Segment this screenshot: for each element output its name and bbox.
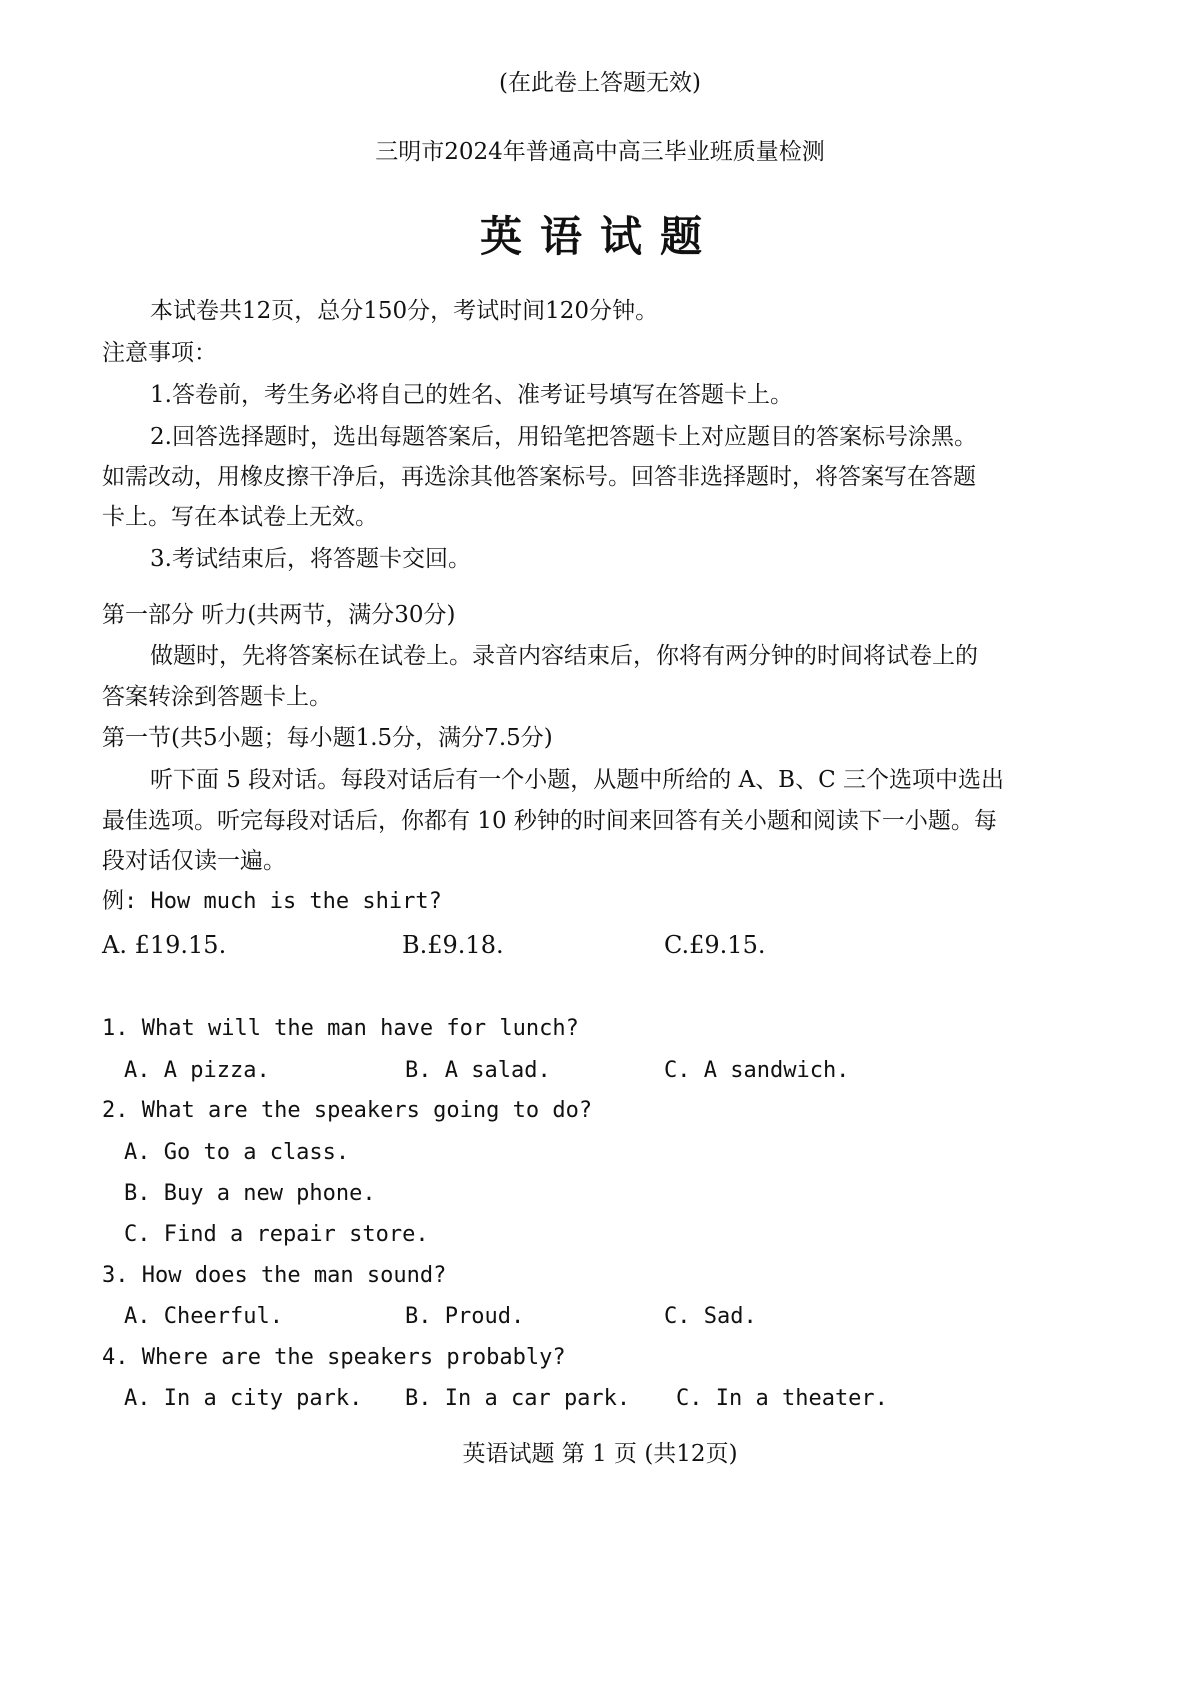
question-1-option-c: C. A sandwich. (664, 1058, 850, 1083)
question-4-option-a: A. In a city park. (124, 1386, 363, 1411)
section1-instructions-line-3: 段对话仅读一遍。 (102, 848, 286, 874)
page-footer: 英语试题 第 1 页 (共12页) (462, 1441, 738, 1467)
note-2-line-3: 卡上。写在本试卷上无效。 (102, 504, 378, 530)
section1-instructions-line-1: 听下面 5 段对话。每段对话后有一个小题，从题中所给的 A、B、C 三个选项中选出 (150, 767, 1004, 793)
question-2: 2. What are the speakers going to do? (102, 1098, 593, 1123)
section1-heading: 第一节(共5小题；每小题1.5分，满分7.5分) (102, 725, 553, 751)
question-4-option-b: B. In a car park. (405, 1386, 631, 1411)
part1-instructions-line-2: 答案转涂到答题卡上。 (102, 684, 332, 710)
question-3-option-c: C. Sad. (664, 1304, 757, 1329)
question-2-option-a: A. Go to a class. (124, 1140, 350, 1165)
question-4-option-c: C. In a theater. (676, 1386, 888, 1411)
note-3: 3.考试结束后，将答题卡交回。 (150, 546, 471, 572)
exam-summary: 本试卷共12页，总分150分，考试时间120分钟。 (150, 298, 659, 324)
question-3-option-a: A. Cheerful. (124, 1304, 283, 1329)
question-3: 3. How does the man sound? (102, 1263, 447, 1288)
part1-heading: 第一部分 听力(共两节，满分30分) (102, 602, 456, 628)
note-2-line-2: 如需改动，用橡皮擦干净后，再选涂其他答案标号。回答非选择题时，将答案写在答题 (102, 464, 976, 490)
example-option-c: C.£9.15. (664, 931, 766, 959)
question-3-option-b: B. Proud. (405, 1304, 525, 1329)
invalid-answer-notice: (在此卷上答题无效) (499, 70, 701, 96)
section1-instructions-line-2: 最佳选项。听完每段对话后，你都有 10 秒钟的时间来回答有关小题和阅读下一小题。每 (102, 808, 997, 834)
note-2-line-1: 2.回答选择题时，选出每题答案后，用铅笔把答题卡上对应题目的答案标号涂黑。 (150, 424, 977, 450)
part1-instructions-line-1: 做题时，先将答案标在试卷上。录音内容结束后，你将有两分钟的时间将试卷上的 (150, 643, 978, 669)
question-2-option-c: C. Find a repair store. (124, 1222, 429, 1247)
example-option-b: B.£9.18. (402, 931, 504, 959)
notes-heading: 注意事项： (102, 340, 217, 366)
question-4: 4. Where are the speakers probably? (102, 1345, 566, 1370)
example-question: 例: How much is the shirt? (102, 889, 442, 914)
example-option-a: A. £19.15. (102, 931, 227, 959)
question-1-option-a: A. A pizza. (124, 1058, 270, 1083)
exam-name: 三明市2024年普通高中高三毕业班质量检测 (375, 139, 825, 165)
question-1: 1. What will the man have for lunch? (102, 1016, 579, 1041)
question-2-option-b: B. Buy a new phone. (124, 1181, 376, 1206)
subject-title: 英语试题 (479, 212, 720, 261)
note-1: 1.答卷前，考生务必将自己的姓名、准考证号填写在答题卡上。 (150, 382, 793, 408)
question-1-option-b: B. A salad. (405, 1058, 551, 1083)
